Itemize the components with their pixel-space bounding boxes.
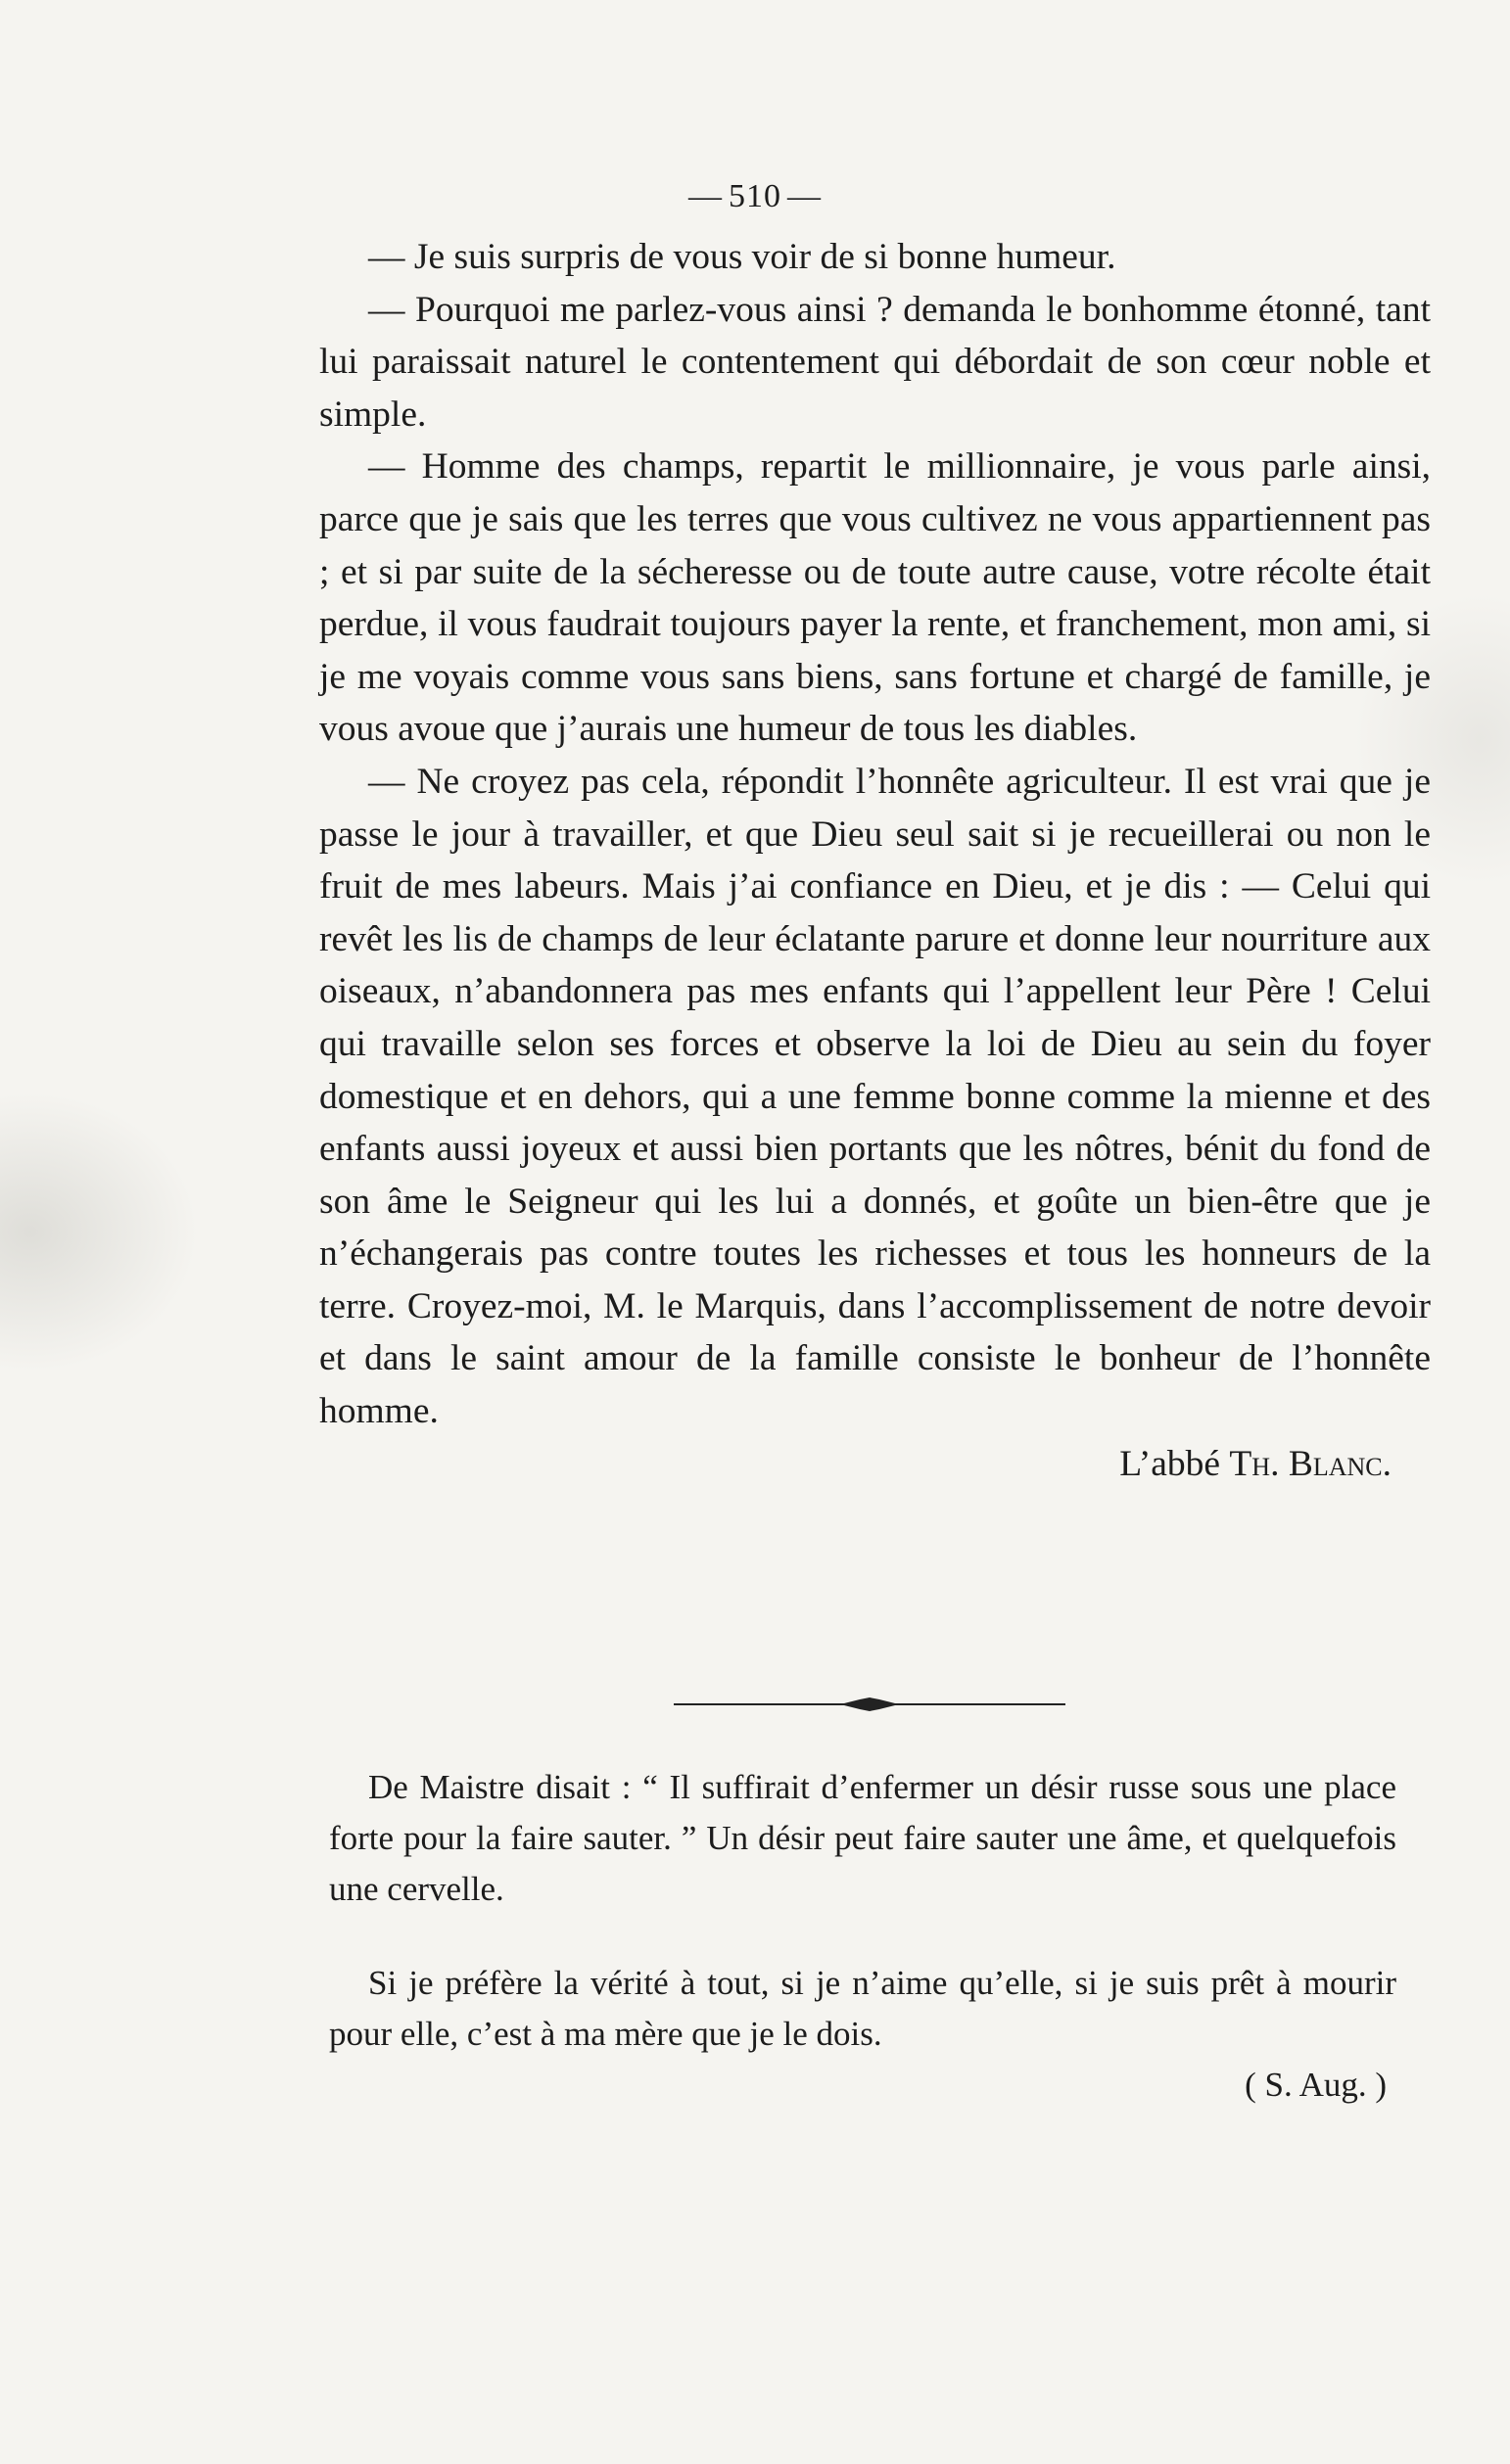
page-number xyxy=(0,178,1510,215)
page-number-value: 510 xyxy=(729,178,781,214)
section-separator xyxy=(674,1697,1065,1711)
signature-prefix: L’abbé xyxy=(1119,1443,1221,1484)
paragraph: — Pourquoi me parlez-vous ainsi ? demanda le bonhomme étonné, tant lui paraissait naturel le contentement qui débordait de son cœur noble et simple. xyxy=(319,289,1431,435)
signature-name: Th. Blanc. xyxy=(1229,1443,1392,1484)
quote-text: Si je préfère la vérité à tout, si je n’aime qu’elle, si je suis prêt à mourir pour elle, c’est à ma mère que je le dois. xyxy=(329,1964,1396,2053)
paragraph: — Je suis surpris de vous voir de si bonne humeur. xyxy=(368,237,1116,277)
page-number-dash-left: — xyxy=(688,178,723,214)
author-signature xyxy=(319,1438,1431,1491)
quote-saint-augustin xyxy=(329,1958,1396,2111)
page-number-dash-right: — xyxy=(787,178,822,214)
quote-text: De Maistre disait : “ Il suffirait d’enfermer un désir russe sous une place forte pour la faire sauter. ” Un désir peut faire sauter une âme, et quelquefois une cervelle. xyxy=(329,1768,1396,1908)
paragraph: — Ne croyez pas cela, répondit l’honnête agriculteur. Il est vrai que je passe le jour à travailler, et que Dieu seul sait si je recueillerai ou non le fruit de mes labeurs. Mais j’ai confiance en Dieu, et je dis : — Celui qui revêt les lis de champs de leur éclatante parure et donne leur nourriture aux oiseaux, n’abandonnera pas mes enfants qui l’appellent leur Père ! Celui qui travaille selon ses forces et observe la loi de Dieu au sein du foyer domestique et en dehors, qui a une femme bonne comme la mienne et des enfants aussi joyeux et aussi bien portants que les nôtres, bénit du fond de son âme le Seigneur qui les lui a donnés, et goûte un bien-être que je n’échangerais pas contre toutes les richesses et tous les honneurs de la terre. Croyez-moi, M. le Marquis, dans l’accomplissement de notre devoir et dans le saint amour de la famille consiste le bonheur de l’honnête homme. xyxy=(319,761,1431,1432)
quote-de-maistre xyxy=(329,1762,1396,1915)
paragraph: — Homme des champs, repartit le millionnaire, je vous parle ainsi, parce que je sais que les terres que vous cultivez ne vous appartiennent pas ; et si par suite de la sécheresse ou de toute autre cause, votre récolte était perdue, il vous faudrait toujours payer la rente, et franchement, mon ami, si je me voyais comme vous sans biens, sans fortune et chargé de famille, je vous avoue que j’aurais une humeur de tous les diables. xyxy=(319,446,1431,750)
story-text xyxy=(319,231,1431,1490)
separator-ornament-icon xyxy=(840,1697,899,1711)
quote-attribution: ( S. Aug. ) xyxy=(1245,2066,1387,2104)
